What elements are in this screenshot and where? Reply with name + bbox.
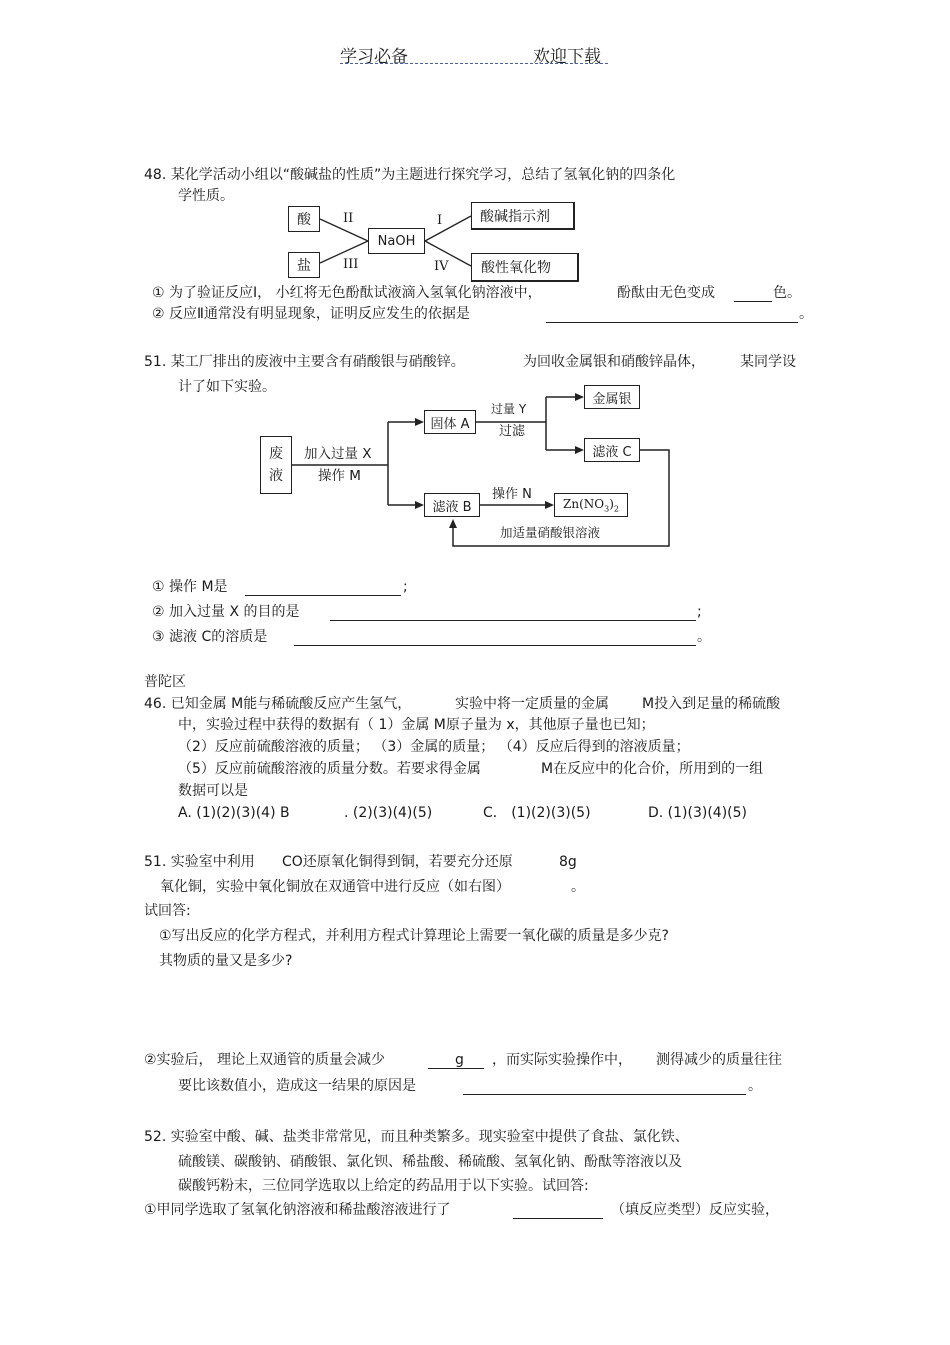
q46-option-c: C． (1)(2)(3)(5) <box>483 805 591 821</box>
add-silver-nitrate-label: 加适量硝酸银溶液 <box>500 525 601 540</box>
salt-box <box>288 252 320 278</box>
q51a-s2: ② 加入过量 X 的目的是 <box>152 604 300 620</box>
waste-label-1: 废 <box>269 446 283 462</box>
q51b-line2-end: 。 <box>571 879 585 895</box>
q51a-blank-op-m[interactable] <box>245 595 401 596</box>
q51b-line7: 要比该数值小，造成这一结果的原因是 <box>178 1078 416 1094</box>
q48-sub1-mid: 酚酞由无色变成 <box>617 285 715 301</box>
q46-option-b: . (2)(3)(4)(5) <box>344 805 433 821</box>
q52-line3: 碳酸钙粉末，三位同学选取以上给定的药品用于以下实验。试回答: <box>178 1178 589 1194</box>
reaction-i-label: I <box>437 213 443 228</box>
q48-line2: 学性质。 <box>178 188 234 204</box>
reaction-iv-label: IV <box>434 259 449 274</box>
q46-option-a: A. (1)(2)(3)(4) B <box>178 805 290 821</box>
q48-blank-evidence[interactable] <box>546 322 798 323</box>
silver-box <box>584 385 640 409</box>
indicator-label: 酸碱指示剂 <box>480 208 550 225</box>
q46-line1a: 46. 已知金属 M能与稀硫酸反应产生氢气， <box>144 696 412 712</box>
solid-a-label: 固体 A <box>430 416 470 432</box>
q52-line4a: ①甲同学选取了氢氧化钠溶液和稀盐酸溶液进行了 <box>144 1202 451 1218</box>
naoh-box <box>368 228 425 254</box>
acid-box <box>288 206 320 232</box>
q51b-line6a: ②实验后， 理论上双通管的质量会减少 <box>144 1052 385 1068</box>
q51a-blank-purpose[interactable] <box>330 620 696 621</box>
filtrate-b-box <box>424 493 480 517</box>
filtrate-c-label: 滤液 C <box>592 444 632 460</box>
q51b-blank-reason[interactable] <box>463 1094 746 1095</box>
q51b-line3: 试回答: <box>144 903 191 919</box>
q52-line1: 52. 实验室中酸、碱、盐类非常常见，而且种类繁多。现实验室中提供了食盐、氯化铁、 <box>144 1129 689 1145</box>
district-label: 普陀区 <box>144 674 186 690</box>
acid-label: 酸 <box>297 212 311 228</box>
salt-label: 盐 <box>297 258 311 274</box>
q48-sub1: ① 为了验证反应Ⅰ， 小红将无色酚酞试液滴入氢氧化钠溶液中， <box>152 285 542 301</box>
solid-a-box <box>424 410 476 434</box>
op-m-label: 操作 M <box>318 468 361 484</box>
q51b-line5: 其物质的量又是多少? <box>159 953 293 969</box>
oxide-label: 酸性氧化物 <box>481 260 551 276</box>
q51b-line4: ①写出反应的化学方程式，并利用方程式计算理论上需要一氧化碳的质量是多少克? <box>159 928 669 944</box>
q46-line4a: （5）反应前硫酸溶液的质量分数。若要求得金属 <box>178 761 481 777</box>
excess-y-label: 过量 Y <box>491 402 527 416</box>
q52-blank-reaction-type[interactable] <box>513 1218 603 1219</box>
add-x-label: 加入过量 X <box>304 446 372 462</box>
indicator-box <box>471 202 575 230</box>
q51a-line1b: 为回收金属银和硝酸锌晶体， <box>523 354 705 370</box>
q46-line2: 中，实验过程中获得的数据有（ 1）金属 M原子量为 x，其他原子量也已知； <box>178 717 655 733</box>
q51a-line1c: 某同学设 <box>740 354 796 370</box>
filtrate-b-label: 滤液 B <box>432 499 472 515</box>
zn-nitrate-formula: $Zn(NO_3)_2$ <box>563 496 619 514</box>
q51a-line1: 51. 某工厂排出的废液中主要含有硝酸银与硝酸锌。 <box>144 354 465 370</box>
q51a-s3: ③ 滤液 C的溶质是 <box>152 629 268 645</box>
q51b-line1a: 51. 实验室中利用 <box>144 854 255 870</box>
zn-nitrate-box <box>554 493 628 517</box>
q51a-blank-solute[interactable] <box>294 645 696 646</box>
q46-option-d: D. (1)(3)(4)(5) <box>648 805 748 821</box>
header-right: 欢迎下载 <box>533 47 601 67</box>
q46-line1b: 实验中将一定质量的金属 <box>455 696 609 712</box>
filter-label: 过滤 <box>499 424 526 439</box>
q51b-line1b: CO还原氧化铜得到铜，若要充分还原 <box>282 854 513 870</box>
q51b-unit-g: g <box>455 1052 464 1068</box>
q51a-s2-end: ; <box>697 604 702 620</box>
waste-box <box>260 436 292 494</box>
q51a-s1: ① 操作 M是 <box>152 579 228 595</box>
waste-label-2: 液 <box>269 468 283 484</box>
q46-line1c: M投入到足量的稀硫酸 <box>642 696 781 712</box>
reaction-iii-label: III <box>343 257 359 272</box>
q51b-line2: 氧化铜，实验中氧化铜放在双通管中进行反应（如右图） <box>160 879 510 895</box>
q52-line4b: （填反应类型）反应实验， <box>611 1202 779 1218</box>
q46-line5: 数据可以是 <box>178 783 248 799</box>
q51b-line1c: 8g <box>559 854 577 870</box>
q51b-line6b: ，而实际实验操作中， <box>492 1052 632 1068</box>
q51b-line6c: 测得减少的质量往往 <box>656 1052 782 1068</box>
q48-sub1-end: 色。 <box>773 285 801 301</box>
q52-line2: 硫酸镁、碳酸钠、硝酸银、氯化钡、稀盐酸、稀硫酸、氢氧化钠、酚酞等溶液以及 <box>178 1154 682 1170</box>
q51b-line7-end: 。 <box>748 1078 762 1094</box>
naoh-label: NaOH <box>377 233 416 249</box>
op-n-label: 操作 N <box>492 487 532 502</box>
header-left: 学习必备 <box>340 47 408 67</box>
q46-line3: （2）反应前硫酸溶液的质量； （3）金属的质量； （4）反应后得到的溶液质量； <box>178 739 690 755</box>
q48-sub2-end: 。 <box>799 306 813 322</box>
q51a-line2: 计了如下实验。 <box>178 379 276 395</box>
q51a-s1-end: ; <box>403 579 408 595</box>
filtrate-c-box <box>584 438 640 462</box>
q48-blank-color[interactable] <box>734 301 772 302</box>
oxide-box <box>471 253 579 282</box>
q48-line1: 48. 某化学活动小组以“酸碱盐的性质”为主题进行探究学习，总结了氢氧化钠的四条化 <box>144 167 676 183</box>
silver-label: 金属银 <box>592 391 632 407</box>
q48-sub2: ② 反应Ⅱ通常没有明显现象，证明反应发生的依据是 <box>152 306 470 322</box>
q46-line4b: M在反应中的化合价，所用到的一组 <box>541 761 764 777</box>
q51a-s3-end: 。 <box>697 629 711 645</box>
reaction-ii-label: II <box>343 211 354 226</box>
